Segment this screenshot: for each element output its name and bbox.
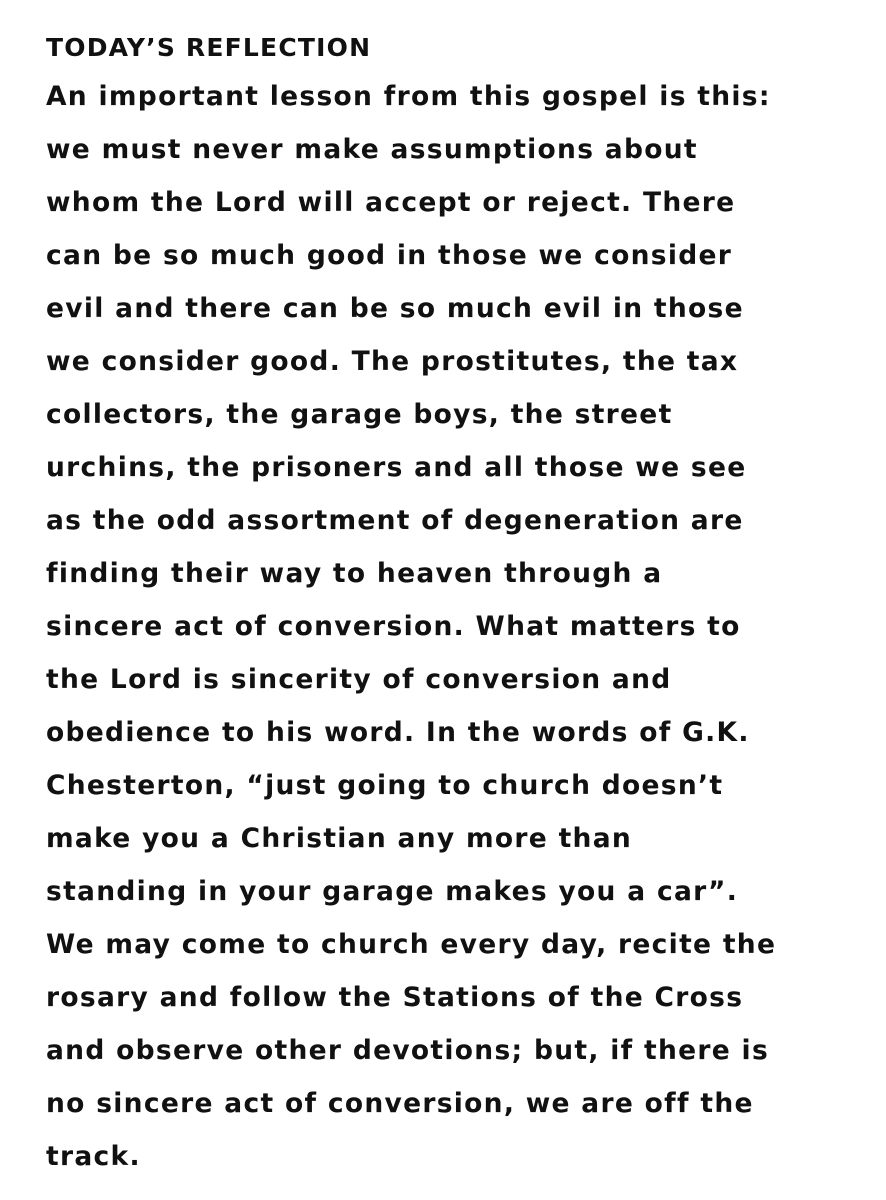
text-line: we must never make assumptions about xyxy=(46,134,698,165)
text-line: An important lesson from this gospel is this: xyxy=(46,81,771,112)
text-line: obedience to his word. In the words of G.K. xyxy=(46,717,750,748)
text-line: track. xyxy=(46,1141,141,1172)
text-line: Chesterton, “just going to church doesn’t xyxy=(46,770,724,801)
text-line: the Lord is sincerity of conversion and xyxy=(46,664,672,695)
text-line: can be so much good in those we consider xyxy=(46,240,733,271)
text-line: make you a Christian any more than xyxy=(46,823,633,854)
text-line: standing in your garage makes you a car”. xyxy=(46,876,739,907)
text-line: rosary and follow the Stations of the Cross xyxy=(46,982,744,1013)
text-line: and observe other devotions; but, if there is xyxy=(46,1035,770,1066)
section-heading: TODAY’S REFLECTION xyxy=(46,33,372,62)
reflection-body xyxy=(46,70,876,1183)
text-line: sincere act of conversion. What matters to xyxy=(46,611,741,642)
text-line: as the odd assortment of degeneration are xyxy=(46,505,744,536)
text-line: whom the Lord will accept or reject. There xyxy=(46,187,736,218)
text-line: urchins, the prisoners and all those we see xyxy=(46,452,747,483)
text-line: we consider good. The prostitutes, the tax xyxy=(46,346,739,377)
text-line: We may come to church every day, recite the xyxy=(46,929,777,960)
text-line: collectors, the garage boys, the street xyxy=(46,399,673,430)
reflection-document xyxy=(46,26,876,1183)
text-line: evil and there can be so much evil in those xyxy=(46,293,744,324)
text-line: no sincere act of conversion, we are off the xyxy=(46,1088,754,1119)
text-line: finding their way to heaven through a xyxy=(46,558,663,589)
